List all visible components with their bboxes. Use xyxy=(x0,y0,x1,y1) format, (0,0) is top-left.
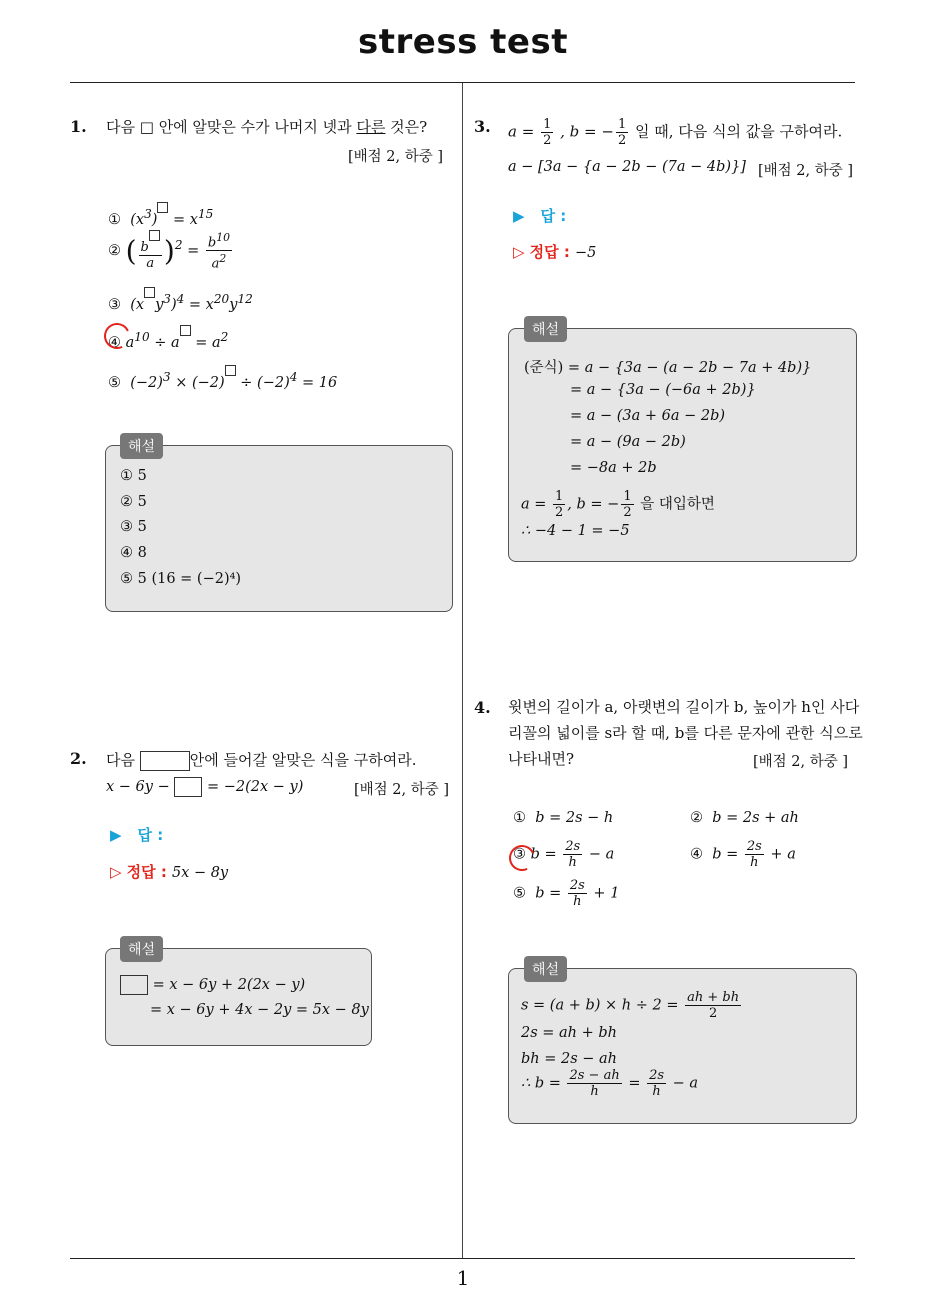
q3-solution-line-6: a = $\frac{1}{2}$ , b = − $\frac{1}{2}$ 을 대입하면 xyxy=(521,489,715,520)
q1-option-4[interactable]: ④ $a^{10} \div a = a^2$ xyxy=(108,325,228,351)
play-icon: ▶ xyxy=(110,826,122,844)
q4-text-line-2: 리꼴의 넓이를 s라 할 때, b를 다른 문자에 관한 식으로 xyxy=(508,724,863,742)
option-marker: ⑤ xyxy=(108,374,121,391)
q2-meta: [배점 2, 하중 ] xyxy=(354,782,450,798)
outline-play-icon: ▷ xyxy=(110,863,122,881)
q1-option-1[interactable]: ① $(x^3) = x^{15}$ xyxy=(108,202,213,228)
q3-text-b: 일 때, 다음 식의 값을 구하여라. xyxy=(635,122,843,141)
q2-solution-tag: 해설 xyxy=(120,936,163,962)
q1-solution-line-1: ① 5 xyxy=(120,468,147,484)
q4-meta: [배점 2, 하중 ] xyxy=(753,754,849,770)
q3-solution-line-7: ∴ −4 − 1 = −5 xyxy=(521,523,630,539)
option-marker: ④ xyxy=(108,334,121,351)
q1-number: 1. xyxy=(70,117,87,136)
q2-solution-line-2: = x − 6y + 4x − 2y = 5x − 8y xyxy=(150,1002,369,1018)
q1-option-5[interactable]: ⑤ $(-2)^3 \times (-2) \div (-2)^4 = 16$ xyxy=(108,365,337,391)
q3-solution-line-4: = a − (9a − 2b) xyxy=(570,434,686,450)
page-number: 1 xyxy=(456,1266,470,1290)
q1-text-underlined: 다른 xyxy=(356,118,386,136)
option-marker: ① xyxy=(108,211,121,228)
q3-solution-line-1: (준식) = a − {3a − (a − 2b − 7a + 4b)} xyxy=(524,360,812,376)
q1-meta: [배점 2, 하중 ] xyxy=(348,149,444,165)
q4-option-3[interactable]: ③ b = $\frac{2s}{h}$ − a xyxy=(513,839,614,870)
q2-blank-box xyxy=(140,751,190,771)
q3-expression: a − [3a − {a − 2b − (7a − 4b)}] xyxy=(508,159,746,175)
q4-option-2[interactable]: ② b = 2s + ah xyxy=(690,810,799,826)
q4-solution-line-3: bh = 2s − ah xyxy=(521,1051,618,1067)
option-marker: ② xyxy=(108,242,121,259)
q1-solution-line-3: ③ 5 xyxy=(120,519,147,535)
blank-box xyxy=(120,975,148,995)
q2-answer-label: 답 : xyxy=(137,826,164,844)
q4-solution-line-2: 2s = ah + bh xyxy=(521,1025,618,1041)
q3-solution-line-5: = −8a + 2b xyxy=(570,460,657,476)
option-marker: ③ xyxy=(513,846,526,863)
q1-solution-line-5: ⑤ 5 (16 = (−2)⁴) xyxy=(120,571,242,587)
q2-text-a: 다음 xyxy=(106,751,135,769)
q4-solution-line-1: s = (a + b) × h ÷ 2 = $\frac{ah + bh}{2}$ xyxy=(521,990,740,1021)
q3-correct-row xyxy=(513,241,596,262)
option-marker: ① xyxy=(513,810,526,826)
q2-number: 2. xyxy=(70,749,87,768)
q1-text xyxy=(106,114,427,140)
q4-option-4[interactable]: ④ b = $\frac{2s}{h}$ + a xyxy=(690,839,796,870)
page-title: stress test xyxy=(358,22,568,62)
q4-text-line-1: 윗변의 길이가 a, 아랫변의 길이가 b, 높이가 h인 사다 xyxy=(508,698,860,716)
q3-correct-label: 정답 : xyxy=(529,243,570,261)
q3-number: 3. xyxy=(474,117,491,136)
q4-number: 4. xyxy=(474,698,491,717)
q2-equation: x − 6y − = −2(2x − y) xyxy=(106,779,304,795)
q2-answer-row[interactable] xyxy=(110,824,163,845)
q3-meta: [배점 2, 하중 ] xyxy=(758,163,854,179)
q3-answer-label: 답 : xyxy=(540,207,567,225)
q3-solution-line-2: = a − {3a − (−6a + 2b)} xyxy=(570,382,756,398)
q1-text-a: 다음 □ 안에 알맞은 수가 나머지 넷과 xyxy=(106,118,357,136)
play-icon: ▶ xyxy=(513,207,525,225)
q1-solution-tag: 해설 xyxy=(120,433,163,459)
q1-solution-line-4: ④ 8 xyxy=(120,545,147,561)
bottom-divider xyxy=(70,1258,855,1259)
q4-option-5[interactable]: ⑤ b = $\frac{2s}{h}$ + 1 xyxy=(513,878,620,909)
q2-blank-box-small xyxy=(174,777,202,797)
q3-solution-line-3: = a − (3a + 6a − 2b) xyxy=(570,408,726,424)
q2-correct-value: 5x − 8y xyxy=(171,865,229,881)
q3-correct-value: −5 xyxy=(574,245,597,261)
q2-text xyxy=(106,747,416,773)
q1-option-2[interactable]: ② ( $\frac{b}{a}$ )$^2$ = $\frac{b^{10}}{a^2}$ xyxy=(108,231,230,272)
option-marker: ② xyxy=(690,810,703,826)
outline-play-icon: ▷ xyxy=(513,243,525,261)
option-marker: ⑤ xyxy=(513,885,526,902)
q2-correct-label: 정답 : xyxy=(126,863,167,881)
q2-correct-row xyxy=(110,861,228,882)
q2-text-b: 안에 들어갈 알맞은 식을 구하여라. xyxy=(189,751,417,769)
q3-sol-sub: 을 대입하면 xyxy=(640,496,715,513)
q3-solution-tag: 해설 xyxy=(524,316,567,342)
q4-solution-tag: 해설 xyxy=(524,956,567,982)
q3-text: a = $\frac{1}{2}$ , b = − $\frac{1}{2}$ 일 때, 다음 식의 값을 구하여라. xyxy=(508,117,843,148)
q1-solution-line-2: ② 5 xyxy=(120,494,147,510)
q2-solution-line-1: = x − 6y + 2(2x − y) xyxy=(120,975,305,995)
q3-sol-prefix: (준식) xyxy=(524,360,564,376)
q3-answer-row[interactable] xyxy=(513,205,566,226)
column-divider xyxy=(462,83,463,1258)
q1-option-3[interactable]: ③ (x $y^3)^4 = x^{20}y^{12}$ xyxy=(108,287,253,313)
q2-solution-box xyxy=(105,948,372,1046)
option-marker: ③ xyxy=(108,296,121,313)
option-marker: ④ xyxy=(690,846,703,863)
q1-text-b: 것은? xyxy=(385,118,428,136)
q4-option-1[interactable]: ① b = 2s − h xyxy=(513,810,614,826)
q4-text-line-3: 나타내면? xyxy=(508,750,575,768)
q4-solution-line-4: ∴ b = $\frac{2s - ah}{h}$ = $\frac{2s}{h}$ − a xyxy=(521,1068,699,1099)
